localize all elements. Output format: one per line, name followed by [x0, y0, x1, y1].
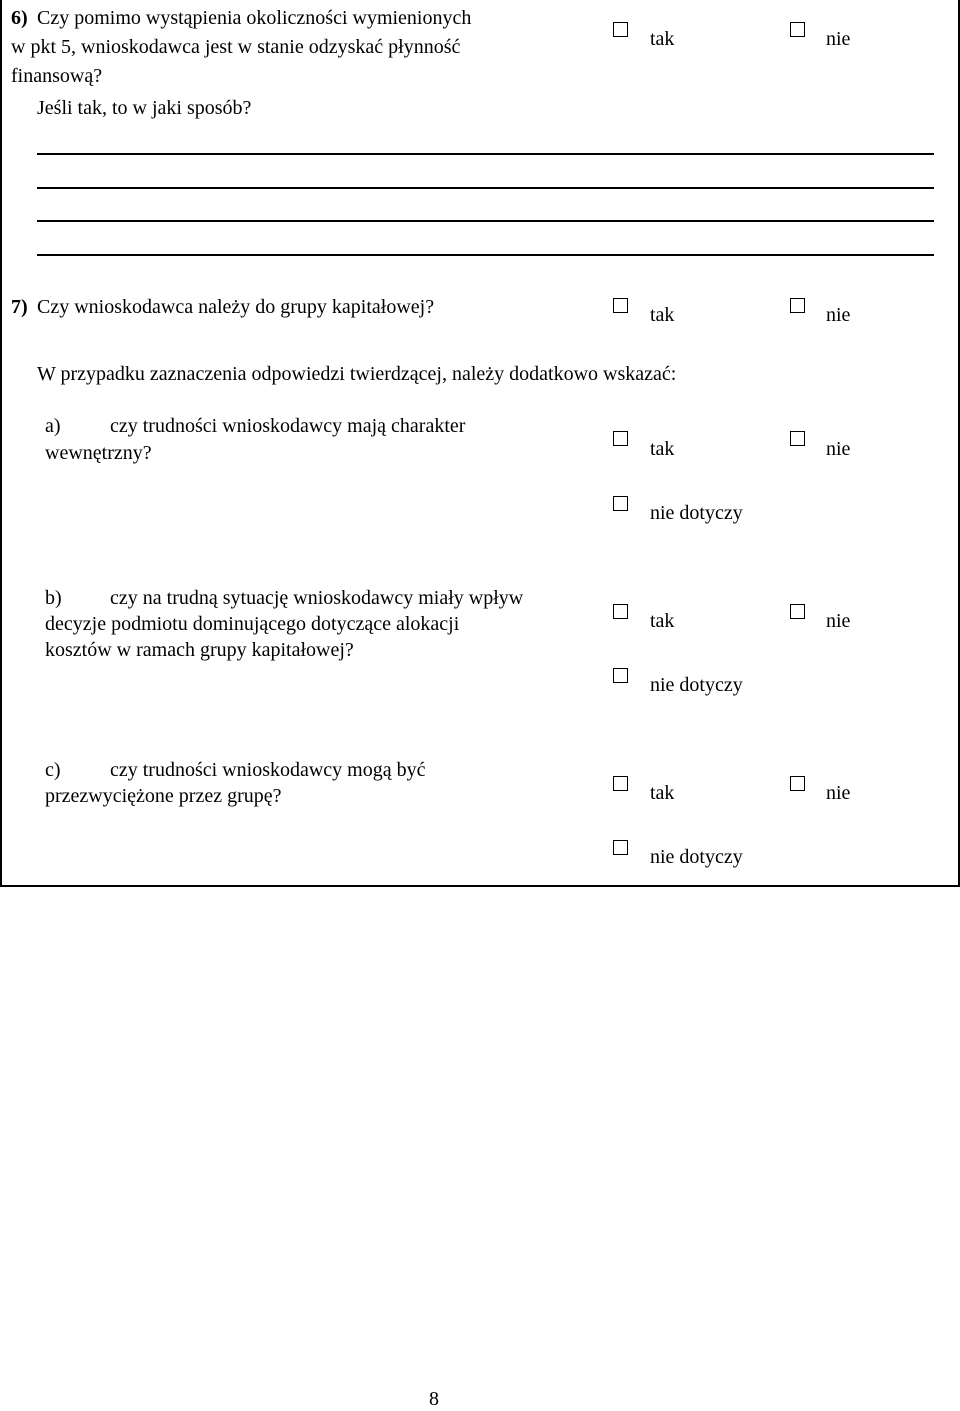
q6-followup: Jeśli tak, to w jaki sposób?: [37, 97, 252, 119]
q6-text-line2: w pkt 5, wnioskodawca jest w stanie odzyskać płynność: [11, 36, 461, 58]
sub-b-no-label: nie: [826, 610, 851, 632]
sub-c-text-line2: przezwyciężone przez grupę?: [45, 785, 282, 807]
sub-c-text-line1: czy trudności wnioskodawcy mogą być: [110, 759, 426, 781]
sub-b-na-checkbox[interactable]: [613, 668, 628, 683]
q6-number: 6): [11, 7, 28, 29]
answer-line-2[interactable]: [37, 187, 934, 189]
q7-no-checkbox[interactable]: [790, 298, 805, 313]
sub-a-na-checkbox[interactable]: [613, 496, 628, 511]
q6-yes-checkbox[interactable]: [613, 22, 628, 37]
sub-a-yes-checkbox[interactable]: [613, 431, 628, 446]
q7-number: 7): [11, 296, 28, 318]
sub-a-text-line2: wewnętrzny?: [45, 442, 152, 464]
q7-text: Czy wnioskodawca należy do grupy kapitałowej?: [37, 296, 435, 318]
q7-yes-checkbox[interactable]: [613, 298, 628, 313]
sub-b-text-line2: decyzje podmiotu dominującego dotyczące alokacji: [45, 613, 460, 635]
sub-b-text-line3: kosztów w ramach grupy kapitałowej?: [45, 639, 354, 661]
page-number: 8: [429, 1388, 439, 1410]
q7-no-label: nie: [826, 304, 851, 326]
q7-instruction: W przypadku zaznaczenia odpowiedzi twierdzącej, należy dodatkowo wskazać:: [37, 363, 677, 385]
answer-line-4[interactable]: [37, 254, 934, 256]
answer-line-3[interactable]: [37, 220, 934, 222]
q7-yes-label: tak: [650, 304, 675, 326]
q6-text-line3: finansową?: [11, 65, 103, 87]
sub-b-yes-checkbox[interactable]: [613, 604, 628, 619]
sub-a-yes-label: tak: [650, 438, 675, 460]
q6-no-checkbox[interactable]: [790, 22, 805, 37]
sub-a-no-label: nie: [826, 438, 851, 460]
sub-c-yes-checkbox[interactable]: [613, 776, 628, 791]
sub-c-na-label: nie dotyczy: [650, 846, 743, 868]
sub-a-no-checkbox[interactable]: [790, 431, 805, 446]
sub-b-yes-label: tak: [650, 610, 675, 632]
sub-a-text-line1: czy trudności wnioskodawcy mają charakter: [110, 415, 466, 437]
sub-c-no-checkbox[interactable]: [790, 776, 805, 791]
sub-b-no-checkbox[interactable]: [790, 604, 805, 619]
sub-c-na-checkbox[interactable]: [613, 840, 628, 855]
sub-b-letter: b): [45, 587, 62, 609]
sub-b-na-label: nie dotyczy: [650, 674, 743, 696]
answer-line-1[interactable]: [37, 153, 934, 155]
sub-c-letter: c): [45, 759, 61, 781]
sub-c-yes-label: tak: [650, 782, 675, 804]
q6-yes-label: tak: [650, 28, 675, 50]
sub-c-no-label: nie: [826, 782, 851, 804]
q6-no-label: nie: [826, 28, 851, 50]
sub-a-letter: a): [45, 415, 61, 437]
sub-a-na-label: nie dotyczy: [650, 502, 743, 524]
sub-b-text-line1: czy na trudną sytuację wnioskodawcy miały wpływ: [110, 587, 524, 609]
q6-text-line1: Czy pomimo wystąpienia okoliczności wymienionych: [37, 7, 472, 29]
